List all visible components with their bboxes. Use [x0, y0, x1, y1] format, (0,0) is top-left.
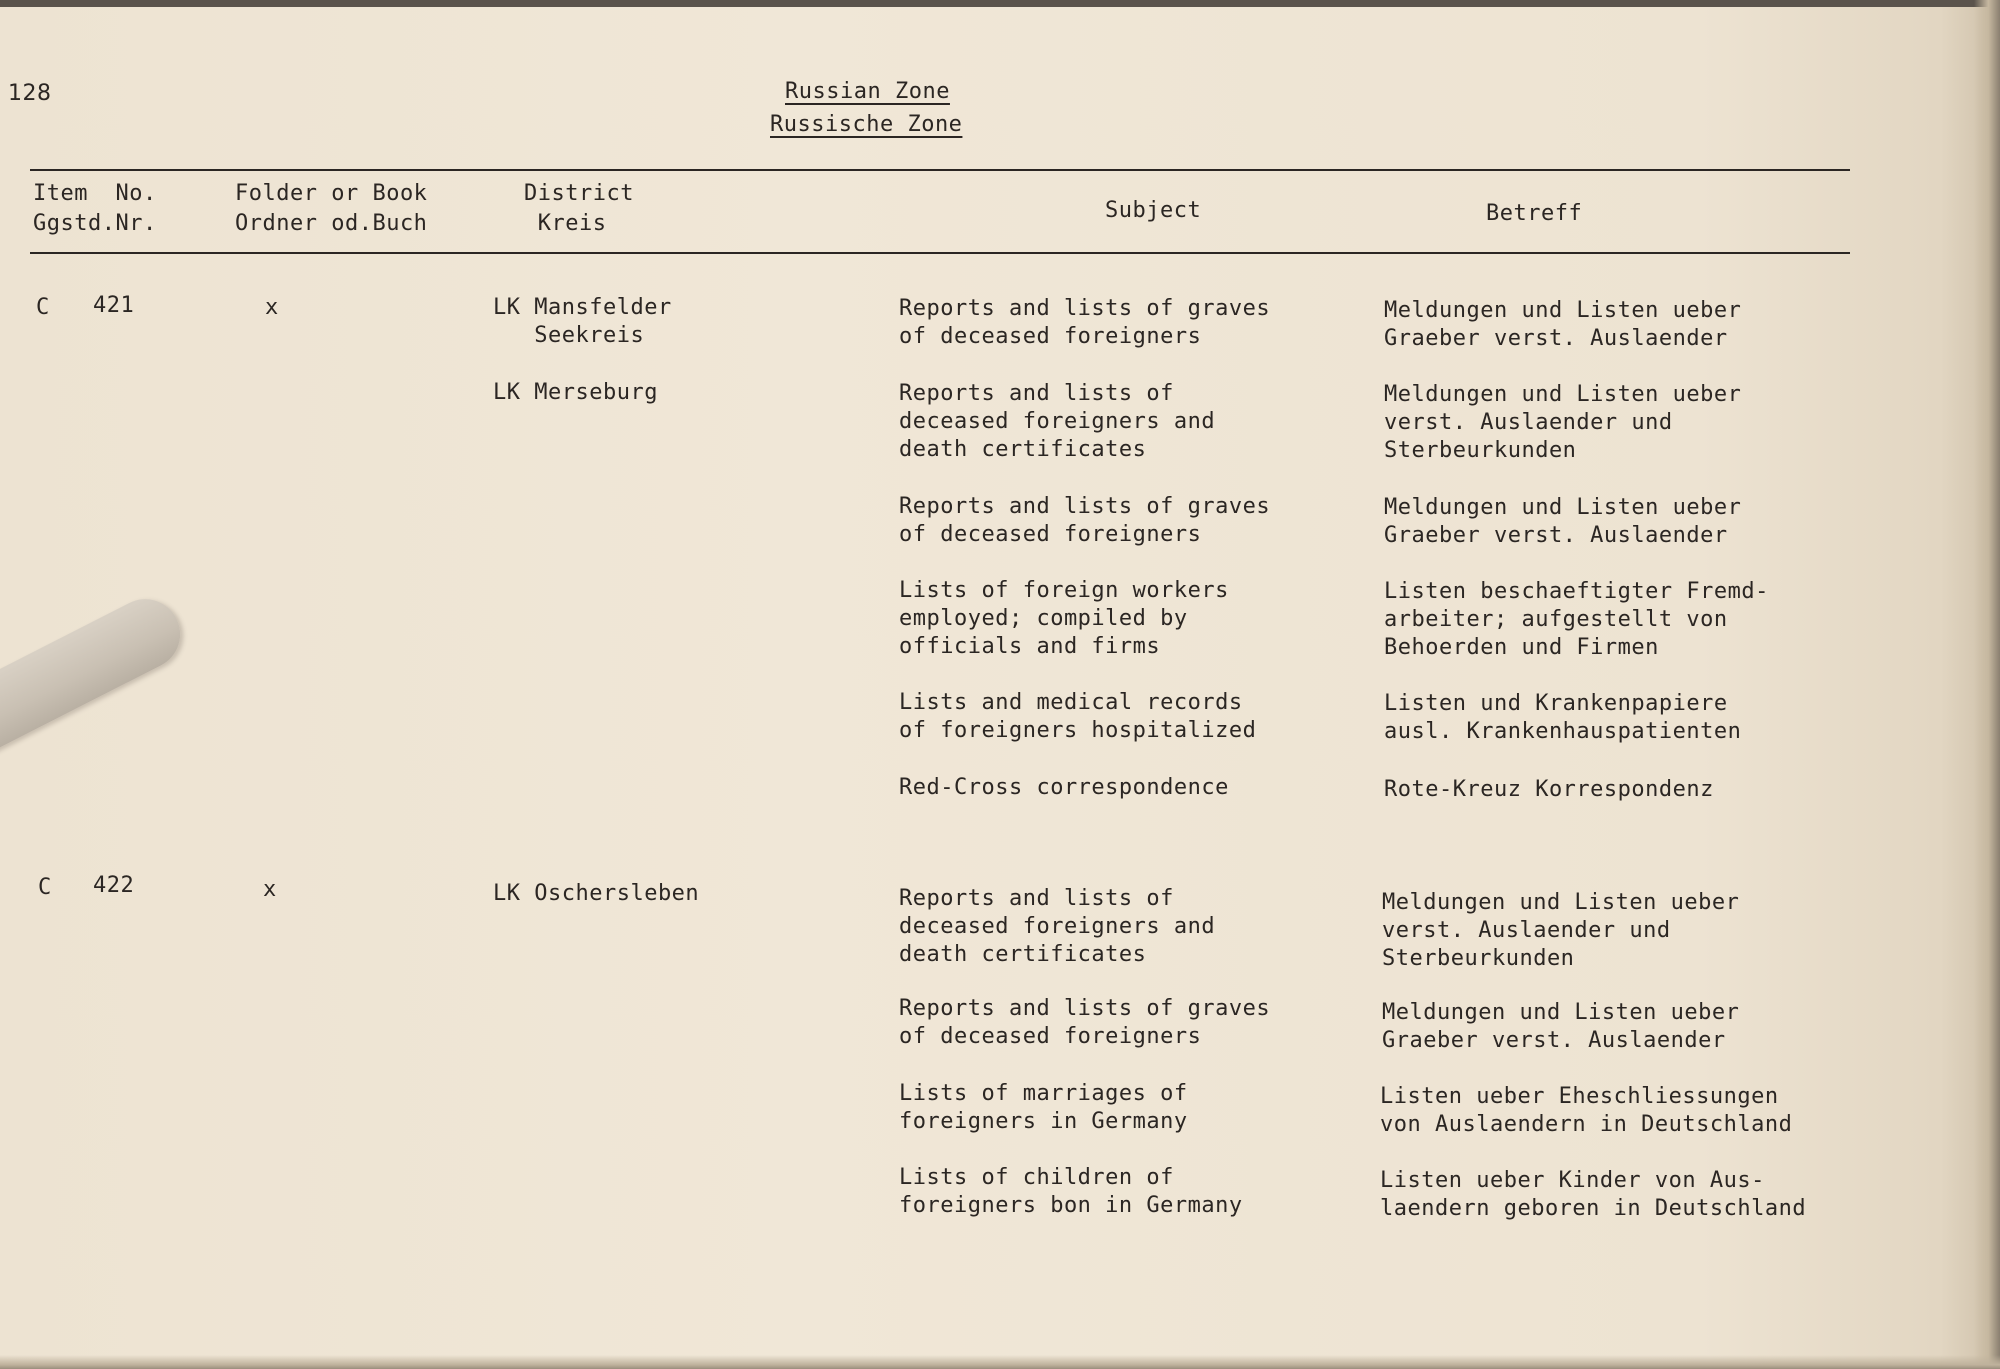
- header-item-no-en: Item No.: [33, 181, 157, 206]
- betreff-entry: Meldungen und Listen ueber Graeber verst. Auslaender: [1382, 1000, 1740, 1053]
- subject-entry: Reports and lists of deceased foreigners and death certificates: [899, 886, 1216, 967]
- subject-entry: Reports and lists of graves of deceased foreigners: [899, 494, 1271, 547]
- betreff-entry: Listen ueber Kinder von Aus- laendern geboren in Deutschland: [1380, 1168, 1807, 1221]
- header-district-en: District: [524, 181, 634, 206]
- subject-entry: Reports and lists of deceased foreigners and death certificates: [899, 381, 1216, 462]
- betreff-entry: Listen und Krankenpapiere ausl. Krankenhauspatienten: [1384, 691, 1742, 744]
- subject-entry: Lists of marriages of foreigners in Germany: [899, 1081, 1188, 1134]
- paper-clip-shadow: [0, 587, 192, 763]
- header-bottom-rule: [30, 252, 1850, 254]
- betreff-entry: Rote-Kreuz Korrespondenz: [1384, 777, 1714, 802]
- header-subject: Subject: [1105, 198, 1202, 223]
- subject-entry: Lists of foreign workers employed; compiled by officials and firms: [899, 578, 1229, 659]
- page-bottom-edge: [0, 1355, 2000, 1369]
- page-title-german: Russische Zone: [770, 112, 963, 137]
- folder-mark: x: [263, 877, 277, 902]
- header-district-de: Kreis: [524, 211, 607, 236]
- district-name: LK Oschersleben: [493, 881, 700, 906]
- item-prefix: C: [38, 875, 52, 900]
- page-top-edge: [0, 0, 2000, 7]
- header-folder-en: Folder or Book: [235, 181, 428, 206]
- page-number: 128: [8, 81, 52, 106]
- subject-entry: Lists of children of foreigners bon in Germany: [899, 1165, 1243, 1218]
- district-name: LK Mansfelder Seekreis: [493, 295, 672, 348]
- header-betreff: Betreff: [1486, 201, 1583, 226]
- header-item-no-de: Ggstd.Nr.: [33, 211, 157, 236]
- district-name: LK Merseburg: [493, 380, 658, 405]
- item-number: 421: [93, 293, 135, 318]
- item-prefix: C: [36, 295, 50, 320]
- betreff-entry: Meldungen und Listen ueber Graeber verst. Auslaender: [1384, 495, 1742, 548]
- subject-entry: Reports and lists of graves of deceased foreigners: [899, 296, 1271, 349]
- subject-entry: Lists and medical records of foreigners hospitalized: [899, 690, 1257, 743]
- betreff-entry: Meldungen und Listen ueber verst. Auslaender und Sterbeurkunden: [1384, 382, 1742, 463]
- betreff-entry: Meldungen und Listen ueber Graeber verst. Auslaender: [1384, 298, 1742, 351]
- header-folder-de: Ordner od.Buch: [235, 211, 428, 236]
- page-binding-edge: [1974, 0, 2000, 1369]
- betreff-entry: Meldungen und Listen ueber verst. Auslaender und Sterbeurkunden: [1382, 890, 1740, 971]
- page-title-english: Russian Zone: [785, 79, 950, 104]
- subject-entry: Reports and lists of graves of deceased foreigners: [899, 996, 1271, 1049]
- betreff-entry: Listen ueber Eheschliessungen von Auslaendern in Deutschland: [1380, 1084, 1793, 1137]
- subject-entry: Red-Cross correspondence: [899, 775, 1229, 800]
- header-top-rule: [30, 169, 1850, 171]
- item-number: 422: [93, 873, 135, 898]
- folder-mark: x: [265, 295, 279, 320]
- betreff-entry: Listen beschaeftigter Fremd- arbeiter; aufgestellt von Behoerden und Firmen: [1384, 579, 1769, 660]
